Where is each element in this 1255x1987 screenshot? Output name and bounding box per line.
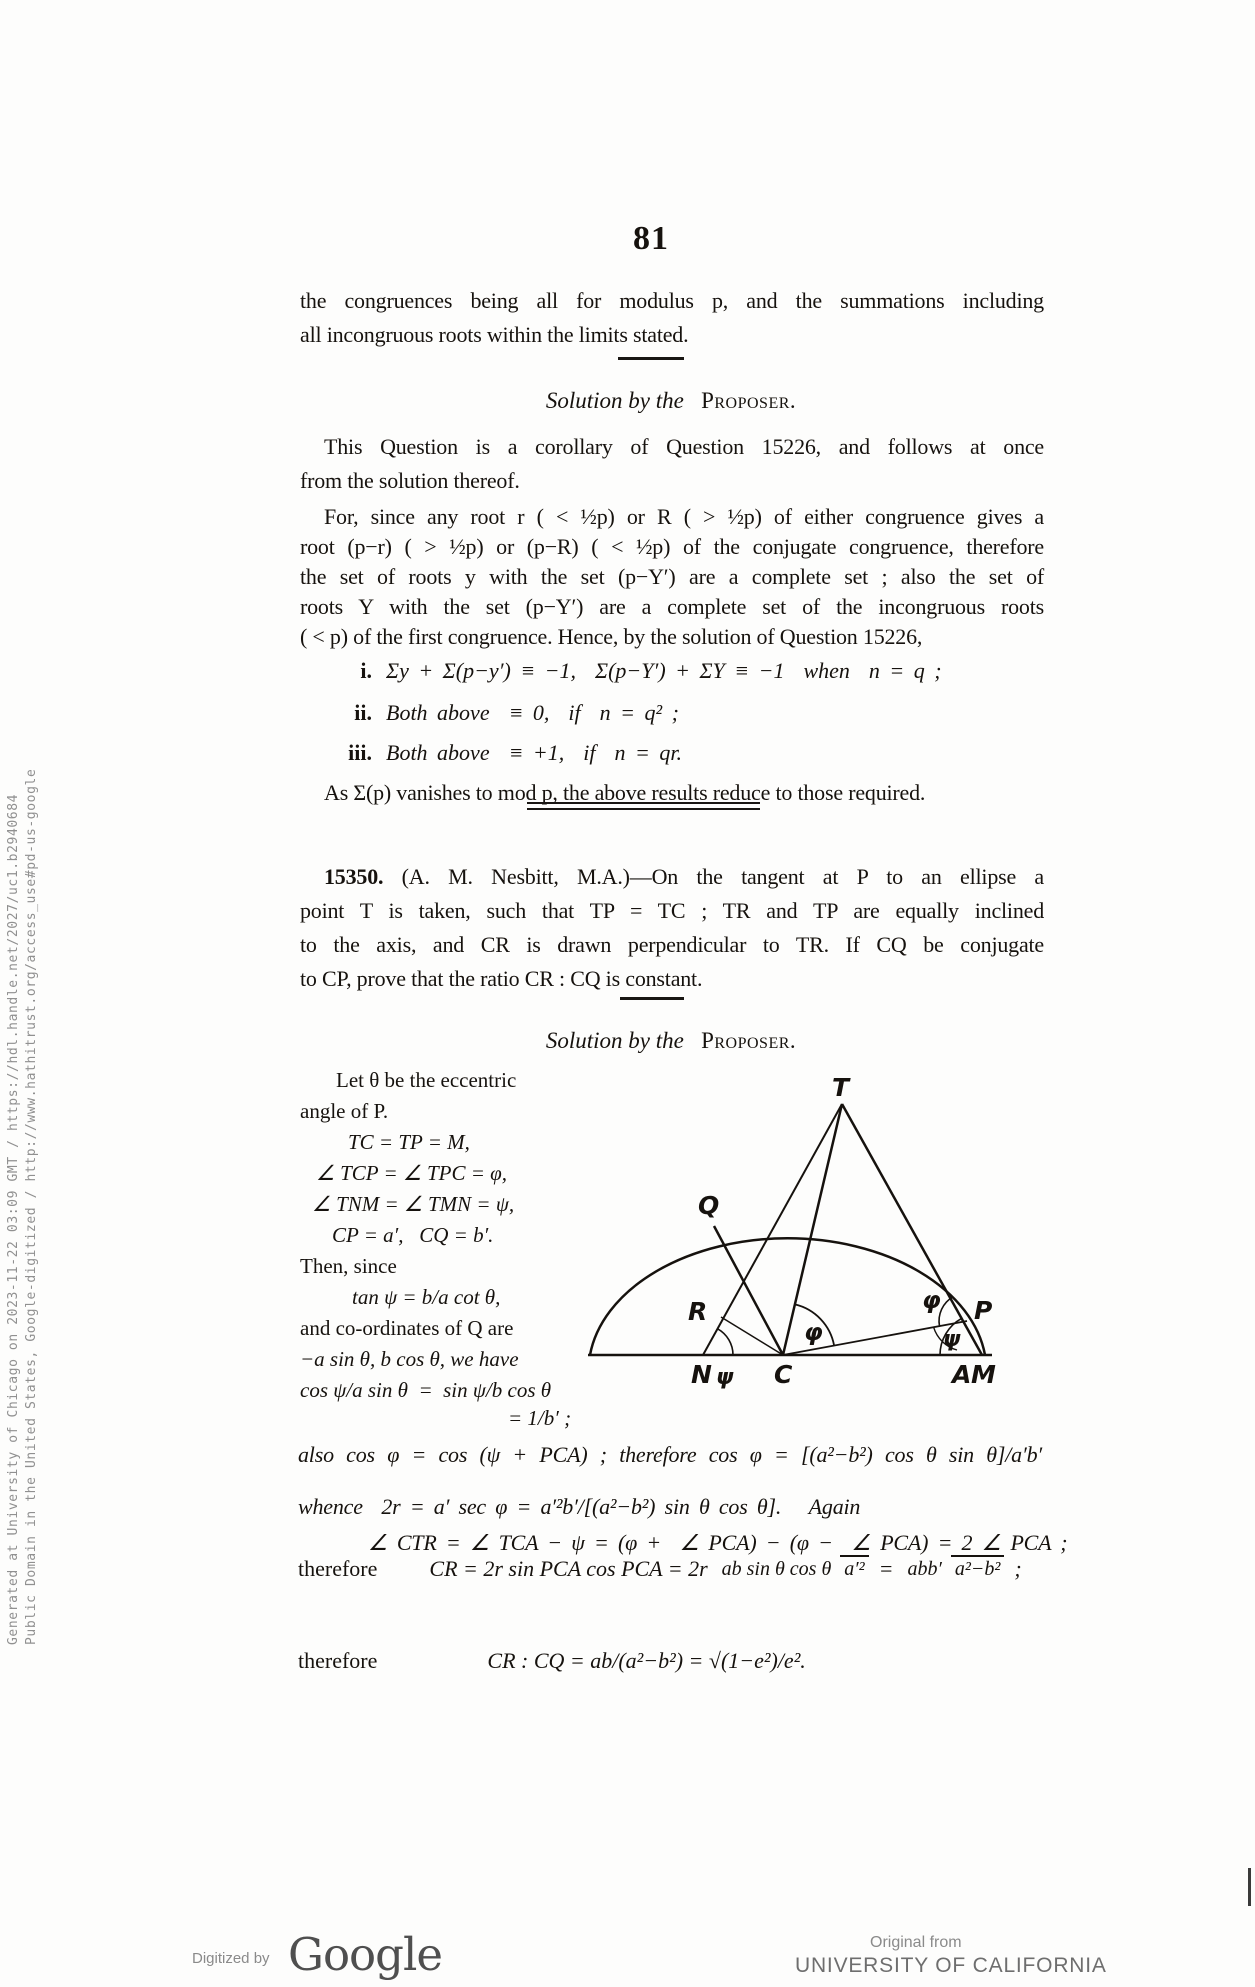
solution1-para2-line: the set of roots y with the set (p−Y′) are a complete set ; also the set of (300, 564, 1044, 589)
diagram-label-Q: Q (698, 1191, 720, 1220)
solution-heading-proposer: Proposer. (701, 388, 797, 413)
diagram-label-M: M (971, 1360, 996, 1389)
solution1-para2-line: For, since any root r ( < ½p) or R ( > ½p) of either congruence gives a (324, 504, 1044, 529)
sidebar-metadata-line-2: Public Domain in the United States, Google-digitized / http://www.hathitrust.org/access_use#pd-us-google (24, 768, 39, 1645)
line-CQ (714, 1226, 783, 1355)
equation-line-3: ∠ CTR = ∠ TCA − ψ = (φ + ∠ PCA) − (φ − ∠ PCA) = 2 ∠ PCA ; (368, 1530, 1068, 1555)
google-logo: Google (288, 1928, 442, 1981)
fraction-numerator: ab sin θ cos θ (721, 1558, 832, 1580)
equation-line-2: whence 2r = a′ sec φ = a′²b′/[(a²−b²) sin θ cos θ]. Again (298, 1494, 861, 1519)
diagram-label-R: R (688, 1297, 708, 1326)
question-line: to CP, prove that the ratio CR : CQ is constant. (300, 966, 703, 991)
original-from-label: Original from (870, 1934, 962, 1951)
angle-arc-N (718, 1329, 733, 1355)
result-item-ii (300, 700, 1042, 726)
diagram-label-psi-N: ψ (716, 1365, 734, 1390)
solution-heading (300, 388, 1042, 414)
solution2-line: −a sin θ, b cos θ, we have (300, 1347, 519, 1371)
fraction (904, 1558, 1005, 1580)
diagram-label-N: N (691, 1360, 712, 1389)
solution-heading-proposer: Proposer. (701, 1028, 797, 1053)
fraction-denominator: a²−b² (951, 1555, 1005, 1580)
digitized-by-label: Digitized by (192, 1950, 270, 1967)
solution1-para1-line: This Question is a corollary of Question 15226, and follows at once (324, 434, 1044, 459)
solution-heading-italic: Solution by the (545, 1028, 684, 1053)
solution1-para2-line: roots Y with the set (p−Y′) are a complete set of the incongruous roots (300, 594, 1044, 619)
diagram-label-T: T (832, 1073, 850, 1102)
intro-line: the congruences being all for modulus p, and the summations including (300, 288, 1044, 313)
scan-edge-artifact (1248, 1868, 1251, 1906)
result-item-text: Both above ≡ 0, if n = q² ; (386, 700, 679, 725)
solution1-closing: As Σ(p) vanishes to mod p, the above results reduce to those required. (324, 780, 926, 805)
space (690, 388, 696, 413)
solution2-line: ∠ TCP = ∠ TPC = φ, (316, 1161, 508, 1185)
solution1-para1-line: from the solution thereof. (300, 468, 520, 493)
question-line (300, 862, 1044, 892)
fraction (718, 1558, 869, 1580)
diagram-label-phi-C: φ (804, 1318, 823, 1346)
question-number: 15350. (324, 864, 384, 889)
result-item-label: ii. (354, 700, 372, 725)
intro-line: all incongruous roots within the limits stated. (300, 322, 689, 347)
question-line: to the axis, and CR is drawn perpendicular to TR. If CQ be conjugate (300, 932, 1044, 957)
solution1-para2-line: ( < p) of the first congruence. Hence, by the solution of Question 15226, (300, 624, 923, 649)
result-item-text: Σy + Σ(p−y′) ≡ −1, Σ(p−Y′) + ΣY ≡ −1 when n = q ; (386, 658, 942, 683)
solution2-line: tan ψ = b/a cot θ, (352, 1285, 501, 1309)
solution-heading-italic: Solution by the (545, 388, 684, 413)
equals-sign: = (878, 1556, 894, 1581)
equation-line-5 (298, 1648, 806, 1674)
fraction-denominator: a′² (840, 1555, 868, 1580)
equation-line-1: also cos φ = cos (ψ + PCA) ; therefore cos φ = [(a²−b²) cos θ sin θ]/a′b′ (298, 1442, 1042, 1467)
solution2-line: = 1/b′ ; (508, 1406, 572, 1430)
diagram-label-P: P (974, 1296, 993, 1325)
equation-suffix: ; (1014, 1556, 1022, 1581)
section-rule (620, 997, 684, 1000)
result-item-label: iii. (348, 740, 372, 765)
solution2-line: Then, since (300, 1254, 397, 1278)
equation-line-4 (298, 1556, 1022, 1582)
section-rule (618, 357, 684, 360)
solution2-line: Let θ be the eccentric (336, 1068, 517, 1092)
diagram-label-phi-P: φ (922, 1286, 941, 1314)
equation-lhs: CR = 2r sin PCA cos PCA = 2r (429, 1556, 708, 1581)
result-item-iii (300, 740, 1042, 766)
ellipse-tangent-diagram (580, 1040, 1020, 1400)
result-item-text: Both above ≡ +1, if n = qr. (386, 740, 682, 765)
double-rule-divider (527, 802, 760, 810)
diagram-label-psi-P: ψ (943, 1327, 961, 1352)
solution2-line: and co-ordinates of Q are (300, 1316, 514, 1340)
solution1-para2-line: root (p−r) ( > ½p) or (p−R) ( < ½p) of the conjugate congruence, therefore (300, 534, 1044, 559)
equation-body: CR : CQ = ab/(a²−b²) = √(1−e²)/e². (487, 1648, 806, 1673)
solution2-line: cos ψ/a sin θ = sin ψ/b cos θ (300, 1378, 552, 1402)
fraction-numerator: abb′ (907, 1558, 942, 1580)
result-item-i (300, 658, 1042, 684)
page-number: 81 (633, 220, 669, 257)
sidebar-metadata-line-1: Generated at University of Chicago on 2023-11-22 03:09 GMT / https://hdl.handle.net/2027/uc1.b2940684 (6, 793, 21, 1645)
solution2-line: angle of P. (300, 1099, 389, 1123)
diagram-label-C: C (774, 1360, 793, 1389)
result-item-label: i. (360, 658, 372, 683)
question-text: (A. M. Nesbitt, M.A.)—On the tangent at P to an ellipse a (383, 864, 1044, 889)
diagram-label-A: A (952, 1360, 972, 1389)
question-line: point T is taken, such that TP = TC ; TR and TP are equally inclined (300, 898, 1044, 923)
institution-label: UNIVERSITY OF CALIFORNIA (795, 1954, 1107, 1977)
equation-prefix: therefore (298, 1556, 378, 1581)
solution2-line: ∠ TNM = ∠ TMN = ψ, (312, 1192, 515, 1216)
solution2-line: TC = TP = M, (348, 1130, 470, 1154)
solution2-line: CP = a′, CQ = b′. (332, 1223, 494, 1247)
equation-prefix: therefore (298, 1648, 378, 1673)
line-TM (842, 1104, 982, 1355)
